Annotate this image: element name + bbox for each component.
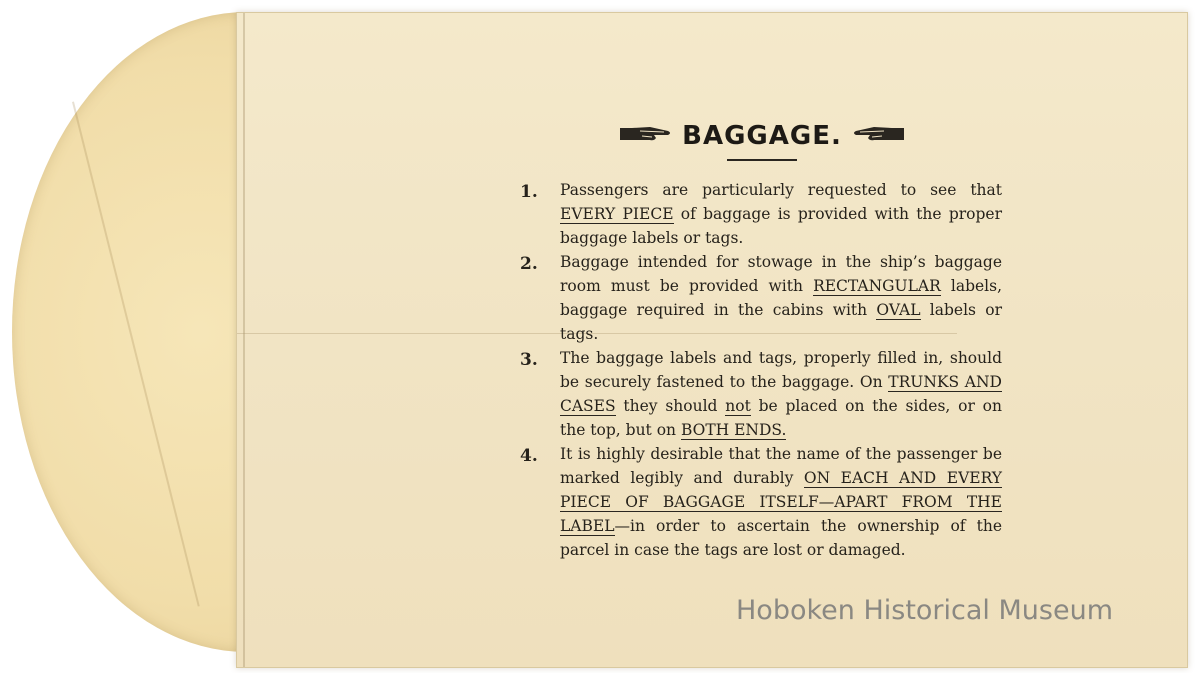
rule-item-3 — [512, 346, 1002, 442]
rule-text: labels or tags. — [560, 301, 1002, 343]
baggage-heading — [617, 121, 907, 152]
rule-number: 1. — [520, 182, 538, 202]
rule-item-2 — [512, 250, 1002, 346]
rule-emphasis: RECTANGULAR — [813, 277, 941, 295]
rule-text: The baggage labels and tags, properly filled in, should be securely fastened to the baggage. On — [560, 349, 1002, 391]
rule-number: 2. — [520, 254, 538, 274]
rule-emphasis: TRUNKS AND CASES — [560, 373, 1002, 415]
flap-crease — [72, 102, 200, 607]
side-fold — [243, 13, 245, 667]
museum-watermark: Hoboken Historical Museum — [736, 595, 1114, 626]
rule-text: be placed on the sides, or on the top, but on — [560, 397, 1002, 439]
rule-emphasis: EVERY PIECE — [560, 205, 674, 223]
rule-emphasis: BOTH ENDS. — [680, 421, 787, 439]
rule-text: they should — [615, 397, 726, 415]
pointing-hand-right-icon — [620, 122, 672, 152]
heading-underline — [727, 159, 797, 161]
rule-item-4 — [512, 442, 1002, 562]
rule-emphasis: ON EACH AND EVERY PIECE OF BAGGAGE ITSELF—APART FROM THE LABEL — [560, 469, 1002, 535]
rule-emphasis: not — [725, 397, 751, 415]
baggage-rules-list — [512, 178, 1002, 562]
rule-item-1 — [512, 178, 1002, 250]
rule-text: Passengers are particularly requested to see that — [560, 181, 1002, 199]
heading-text: BAGGAGE. — [682, 121, 842, 151]
rule-emphasis: OVAL — [876, 301, 921, 319]
rule-text: —in order to ascertain the ownership of the parcel in case the tags are lost or damaged. — [560, 517, 1002, 559]
rule-number: 3. — [520, 350, 538, 370]
rule-text: of baggage is provided with the proper baggage labels or tags. — [560, 205, 1002, 247]
rule-text: labels, baggage required in the cabins with — [560, 277, 1002, 319]
rule-number: 4. — [520, 446, 538, 466]
pointing-hand-left-icon — [852, 122, 904, 152]
rule-text: Baggage intended for stowage in the ship’s baggage room must be provided with — [560, 253, 1002, 295]
rule-text: It is highly desirable that the name of the passenger be marked legibly and durably — [560, 445, 1002, 487]
envelope-back — [236, 12, 1188, 668]
